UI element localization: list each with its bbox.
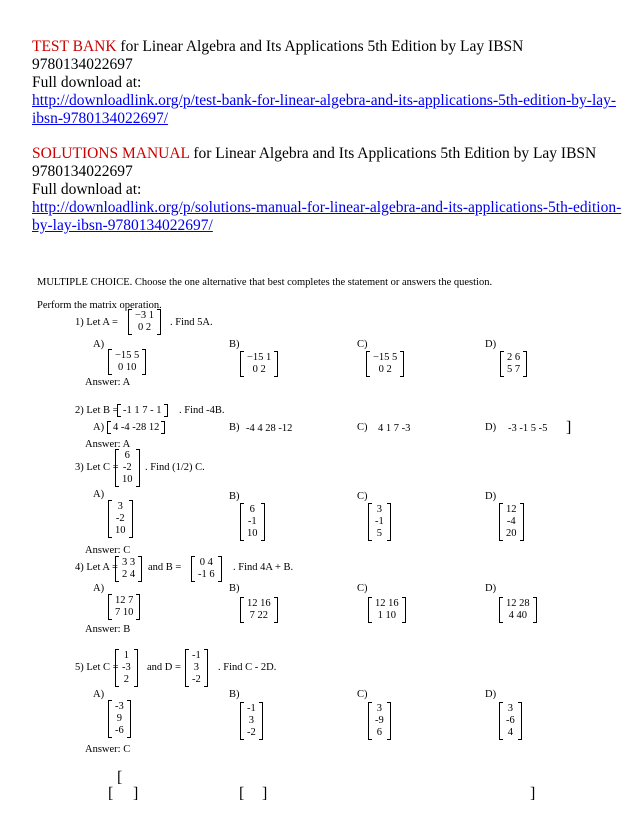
stray-bracket: ]: [530, 785, 536, 802]
solutions-manual-link[interactable]: http://downloadlink.org/p/solutions-manual-for-linear-algebra-and-its-applications-5th-edition-by-lay-ibsn-9780134022697/: [32, 199, 622, 234]
q5-and: and D =: [147, 662, 181, 673]
test-bank-link[interactable]: http://downloadlink.org/p/test-bank-for-linear-algebra-and-its-applications-5th-edition-by-lay-ibsn-9780134022697/: [32, 92, 617, 127]
q3-label-b: B): [229, 491, 240, 502]
q1-label-a: A): [93, 339, 105, 350]
q4-matrix-a: 3 3 2 4: [115, 556, 142, 582]
q4-label-c: C): [357, 583, 368, 594]
q1-option-a[interactable]: −15 5 0 10: [108, 349, 146, 375]
q1-label-d: D): [485, 339, 497, 350]
section-instruction: Perform the matrix operation.: [37, 300, 162, 311]
q3-find: . Find (1/2) C.: [145, 462, 205, 473]
test-bank-download-label: Full download at:: [32, 74, 142, 91]
q5-option-d[interactable]: 3 -6 4: [499, 702, 522, 740]
q4-option-a[interactable]: 12 7 7 10: [108, 594, 140, 620]
q4-matrix-b: 0 4 -1 6: [191, 556, 222, 582]
q2-find: . Find -4B.: [179, 405, 225, 416]
stray-bracket: [: [117, 769, 123, 786]
q1-prompt: 1) Let A =: [75, 317, 118, 328]
q3-answer: Answer: C: [85, 545, 131, 556]
q4-find: . Find 4A + B.: [233, 562, 294, 573]
q4-answer: Answer: B: [85, 624, 131, 635]
q1-matrix-a: −3 1 0 2: [128, 309, 161, 335]
q4-and: and B =: [148, 562, 182, 573]
q2-option-d-bracket: ]: [566, 419, 572, 436]
q2-label-d: D): [485, 422, 497, 433]
q4-label-a: A): [93, 583, 105, 594]
q2-option-d[interactable]: -3 -1 5 -5: [508, 423, 548, 434]
q4-option-c[interactable]: 12 16 1 10: [368, 597, 406, 623]
q2-answer: Answer: A: [85, 439, 131, 450]
test-bank-label: TEST BANK: [32, 38, 117, 55]
q5-option-b[interactable]: -1 3 -2: [240, 702, 263, 740]
q5-matrix-c: 1 -3 2: [115, 649, 138, 687]
q3-label-a: A): [93, 489, 105, 500]
q3-option-d[interactable]: 12 -4 20: [499, 503, 524, 541]
q3-label-d: D): [485, 491, 497, 502]
q3-option-c[interactable]: 3 -1 5: [368, 503, 391, 541]
q2-option-c[interactable]: 4 1 7 -3: [378, 423, 411, 434]
q3-option-a[interactable]: 3 -2 10: [108, 500, 133, 538]
q1-option-b[interactable]: −15 1 0 2: [240, 351, 278, 377]
q1-label-c: C): [357, 339, 368, 350]
q3-label-c: C): [357, 491, 368, 502]
q4-label-d: D): [485, 583, 497, 594]
q2-option-b[interactable]: -4 4 28 -12: [246, 423, 293, 434]
q1-answer: Answer: A: [85, 377, 131, 388]
q5-label-c: C): [357, 689, 368, 700]
q4-label-b: B): [229, 583, 240, 594]
q2-prompt: 2) Let B =: [75, 405, 119, 416]
q5-matrix-d: -1 3 -2: [185, 649, 208, 687]
q2-option-a[interactable]: 4 -4 -28 12: [107, 421, 165, 434]
q4-prompt: 4) Let A =: [75, 562, 118, 573]
q3-option-b[interactable]: 6 -1 10: [240, 503, 265, 541]
q2-label-c: C): [357, 422, 368, 433]
test-bank-title: for Linear Algebra and Its Applications 5th Edition by Lay IBSN 9780134022697: [32, 38, 524, 73]
solutions-manual-label: SOLUTIONS MANUAL: [32, 145, 190, 162]
q5-prompt: 5) Let C =: [75, 662, 119, 673]
section-title: MULTIPLE CHOICE. Choose the one alternative that best completes the statement or answers the question.: [37, 277, 493, 288]
q5-option-c[interactable]: 3 -9 6: [368, 702, 391, 740]
solutions-manual-title: for Linear Algebra and Its Applications 5th Edition by Lay IBSN 9780134022697: [32, 145, 597, 180]
q5-option-a[interactable]: -3 9 -6: [108, 700, 131, 738]
q5-answer: Answer: C: [85, 744, 131, 755]
stray-bracket: [: [239, 785, 245, 802]
stray-bracket: ]: [262, 785, 268, 802]
q1-label-b: B): [229, 339, 240, 350]
q5-label-d: D): [485, 689, 497, 700]
q4-option-b[interactable]: 12 16 7 22: [240, 597, 278, 623]
q1-option-d[interactable]: 2 6 5 7: [500, 351, 527, 377]
q5-label-b: B): [229, 689, 240, 700]
q5-find: . Find C - 2D.: [218, 662, 277, 673]
q3-prompt: 3) Let C =: [75, 462, 119, 473]
q1-option-c[interactable]: −15 5 0 2: [366, 351, 404, 377]
solutions-manual-download-label: Full download at:: [32, 181, 142, 198]
q2-label-b: B): [229, 422, 240, 433]
q2-matrix-b: -1 1 7 - 1: [117, 404, 168, 417]
test-bank-block: [32, 38, 622, 128]
q2-label-a: A): [93, 422, 105, 433]
stray-bracket: [: [108, 785, 114, 802]
stray-bracket: ]: [133, 785, 139, 802]
q1-find: . Find 5A.: [170, 317, 213, 328]
solutions-manual-block: [32, 145, 622, 235]
q5-label-a: A): [93, 689, 105, 700]
q3-matrix-c: 6 -2 10: [115, 449, 140, 487]
q4-option-d[interactable]: 12 28 4 40: [499, 597, 537, 623]
